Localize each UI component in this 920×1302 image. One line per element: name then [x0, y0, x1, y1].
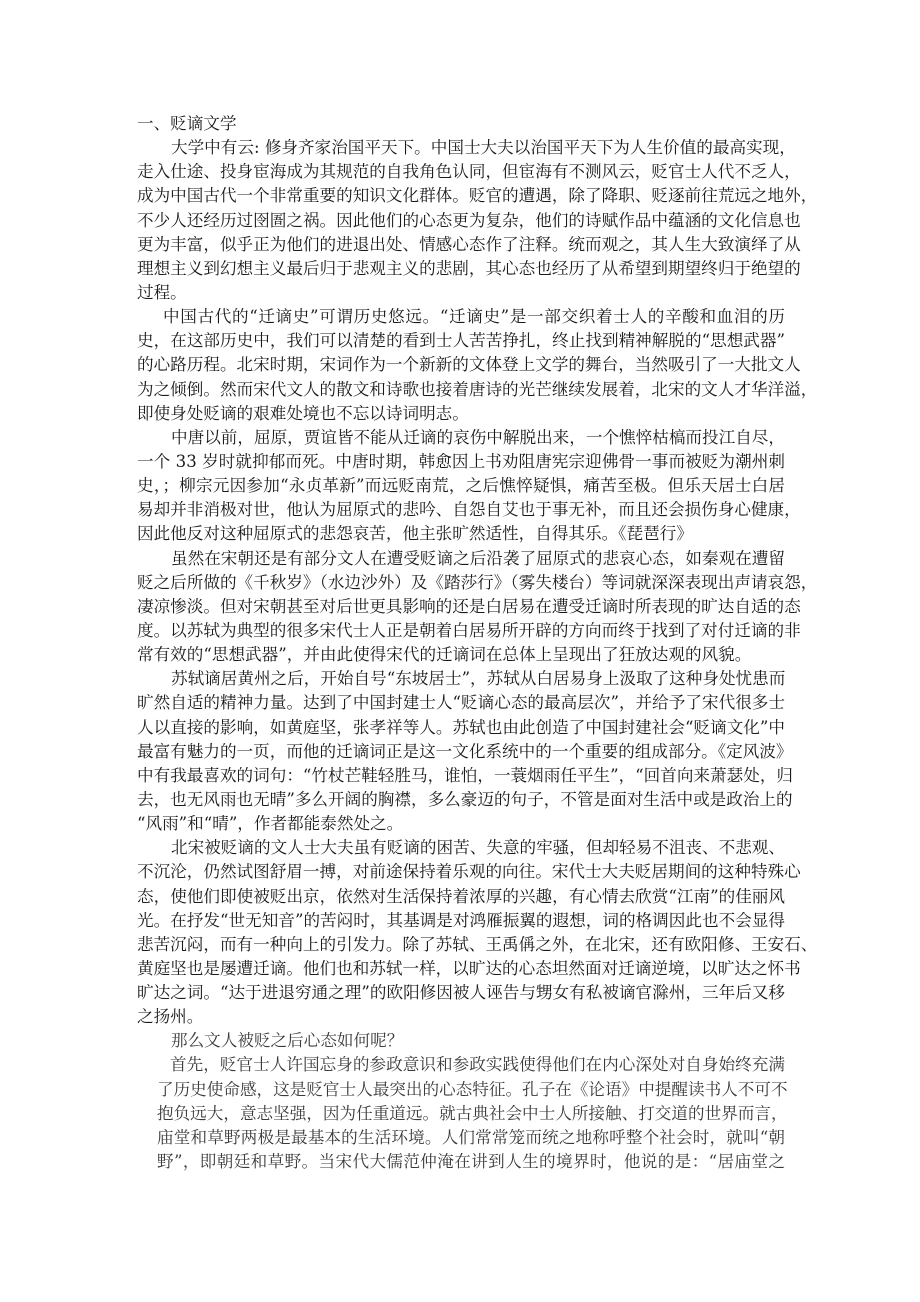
text-line: 度。以苏轼为典型的很多宋代士人正是朝着白居易所开辟的方向而终于找到了对付迁谪的非: [137, 620, 801, 640]
text-line: 走入仕途、投身宦海成为其规范的自我角色认同，但宦海有不测风云，贬官士人代不乏人，: [137, 162, 801, 182]
text-line: 旷然自适的精神力量。达到了中国封建士人“贬谪心态的最高层次”，并给予了宋代很多士: [137, 693, 785, 713]
paragraph: [137, 305, 818, 426]
text-line: 首先，贬官士人许国忘身的参政意识和参政实践使得他们在内心深处对自身始终充满: [170, 1055, 785, 1075]
text-line: 态，使他们即使被贬出京，依然对生活保持着浓厚的兴趣，有心情去欣赏“江南”的佳丽风: [137, 886, 785, 906]
text-line: 了历史使命感，这是贬官士人最突出的心态特征。孔子在《论语》中提醒读书人不可不: [157, 1079, 788, 1099]
text-line: 之扬州。: [137, 1007, 204, 1027]
document-page: [137, 112, 818, 1174]
text-line: 最富有魅力的一页，而他的迁谪词正是这一文化系统中的一个重要的组成部分。《定风波》: [137, 741, 793, 761]
text-line: 过程。: [137, 282, 187, 302]
text-line: 那么文人被贬之后心态如何呢？: [171, 1031, 404, 1051]
text-line: 抱负远大，意志坚强，因为任重道远。就古典社会中士人所接触、打交道的世界而言，: [157, 1103, 788, 1123]
text-line: 史，在这部历史中，我们可以清楚的看到士人苦苦挣扎，终止找到精神解脱的“思想武器”: [137, 331, 785, 351]
text-line: 苏轼谪居黄州之后，开始自号“东坡居士”，苏轼从白居易身上汲取了这种身处忧患而: [171, 669, 786, 689]
text-line: 成为中国古代一个非常重要的知识文化群体。贬官的遭遇，除了降职、贬逐前往荒远之地外，: [137, 186, 818, 206]
text-line: 大学中有云: 修身齐家治国平天下。中国士大夫以治国平天下为人生价值的最高实现，: [171, 138, 796, 158]
text-line: 因此他反对这种屈原式的悲怨哀苦，他主张旷然适性，自得其乐。《琵琶行》: [137, 524, 693, 544]
text-line: 中国古代的“迁谪史”可谓历史悠远。“迁谪史”是一部交织着士人的辛酸和血泪的历: [163, 307, 785, 327]
paragraph: [137, 1053, 788, 1174]
text-line: 不沉沦，仍然试图舒眉一搏，对前途保持着乐观的向往。宋代士大夫贬居期间的这种特殊心: [137, 862, 801, 882]
text-line: 悲苦沉闷，而有一种向上的引发力。除了苏轼、王禹偁之外，在北宋，还有欧阳修、王安石、: [137, 934, 818, 954]
text-line: 贬之后所做的《千秋岁》（水边沙外）及《踏莎行》（雾失楼台）等词就深深表现出声请哀怨，: [137, 572, 818, 592]
paragraph: [137, 426, 801, 547]
text-line: 野”，即朝廷和草野。当宋代大儒范仲淹在讲到人生的境界时，他说的是：“居庙堂之: [157, 1152, 785, 1172]
text-line: 虽然在宋朝还是有部分文人在遭受贬谪之后沿袭了屈原式的悲哀心态，如秦观在遭留: [171, 548, 785, 568]
text-line: 不少人还经历过囹圄之祸。因此他们的心态更为复杂，他们的诗赋作品中蕴涵的文化信息也: [137, 210, 801, 230]
paragraph: [137, 836, 818, 1029]
text-line: 史，；柳宗元因参加“永贞革新”而远贬南荒，之后憔悴疑惧，痛苦至极。但乐天居士白居: [137, 476, 785, 496]
paragraph: [137, 547, 818, 668]
text-line: 为之倾倒。然而宋代文人的散文和诗歌也接着唐诗的光芒继续发展着，北宋的文人才华洋溢，: [137, 379, 818, 399]
paragraph: [137, 1029, 785, 1053]
text-line: 旷达之词。“达于进退穷通之理”的欧阳修因被人诬告与甥女有私被谪官滁州，三年后又移: [137, 983, 785, 1003]
text-line: 凄凉惨淡。但对宋朝甚至对后世更具影响的还是白居易在遭受迁谪时所表现的旷达自适的态: [137, 596, 801, 616]
text-line: 北宋被贬谪的文人士大夫虽有贬谪的困苦、失意的牢骚，但却轻易不沮丧、不悲观、: [171, 838, 785, 858]
text-line: 黄庭坚也是屡遭迁谪。他们也和苏轼一样，以旷达的心态坦然面对迁谪逆境，以旷达之怀书: [137, 958, 801, 978]
text-line: 光。在抒发“世无知音”的苦闷时，其基调是对鸿雁振翼的遐想，词的格调因此也不会显得: [137, 910, 785, 930]
text-line: 中有我最喜欢的词句：“竹杖芒鞋轻胜马，谁怕，一蓑烟雨任平生”，“回首向来萧瑟处，归: [137, 765, 794, 785]
text-line: 常有效的“思想武器”，并由此使得宋代的迁谪词在总体上呈现出了狂放达观的风貌。: [137, 645, 752, 665]
text-line: 即使身处贬谪的艰难处境也不忘以诗词明志。: [137, 403, 469, 423]
text-line: 更为丰富，似乎正为他们的进退出处、情感心态作了注释。统而观之，其人生大致演绎了从: [137, 234, 801, 254]
text-line: 一个 33 岁时就抑郁而死。中唐时期，韩愈因上书劝阻唐宪宗迎佛骨一事而被贬为潮州刺: [137, 451, 785, 471]
text-line: 去，也无风雨也无晴”多么开阔的胸襟，多么豪迈的句子，不管是面对生活中或是政治上的: [137, 789, 793, 809]
text-line: “风雨”和“晴”，作者都能泰然处之。: [137, 814, 404, 834]
text-line: 中唐以前，屈原，贾谊皆不能从迁谪的哀伤中解脱出来，一个憔悴枯槁而投江自尽，: [171, 427, 785, 447]
text-line: 理想主义到幻想主义最后归于悲观主义的悲剧，其心态也经历了从希望到期望终归于绝望的: [137, 258, 801, 278]
paragraph: [137, 136, 818, 305]
text-line: 庙堂和草野两极是最基本的生活环境。人们常常笼而统之地称呼整个社会时，就叫“朝: [157, 1127, 785, 1147]
text-line: 易却并非消极对世，他认为屈原式的悲吟、自怨自艾也于事无补，而且还会损伤身心健康，: [137, 500, 801, 520]
section-heading: 一、贬谪文学: [137, 114, 237, 133]
text-line: 的心路历程。北宋时期，宋词作为一个新新的文体登上文学的舞台，当然吸引了一大批文人: [137, 355, 801, 375]
paragraph: [137, 667, 794, 836]
text-line: 人以直接的影响，如黄庭坚，张孝祥等人。苏轼也由此创造了中国封建社会“贬谪文化”中: [137, 717, 785, 737]
